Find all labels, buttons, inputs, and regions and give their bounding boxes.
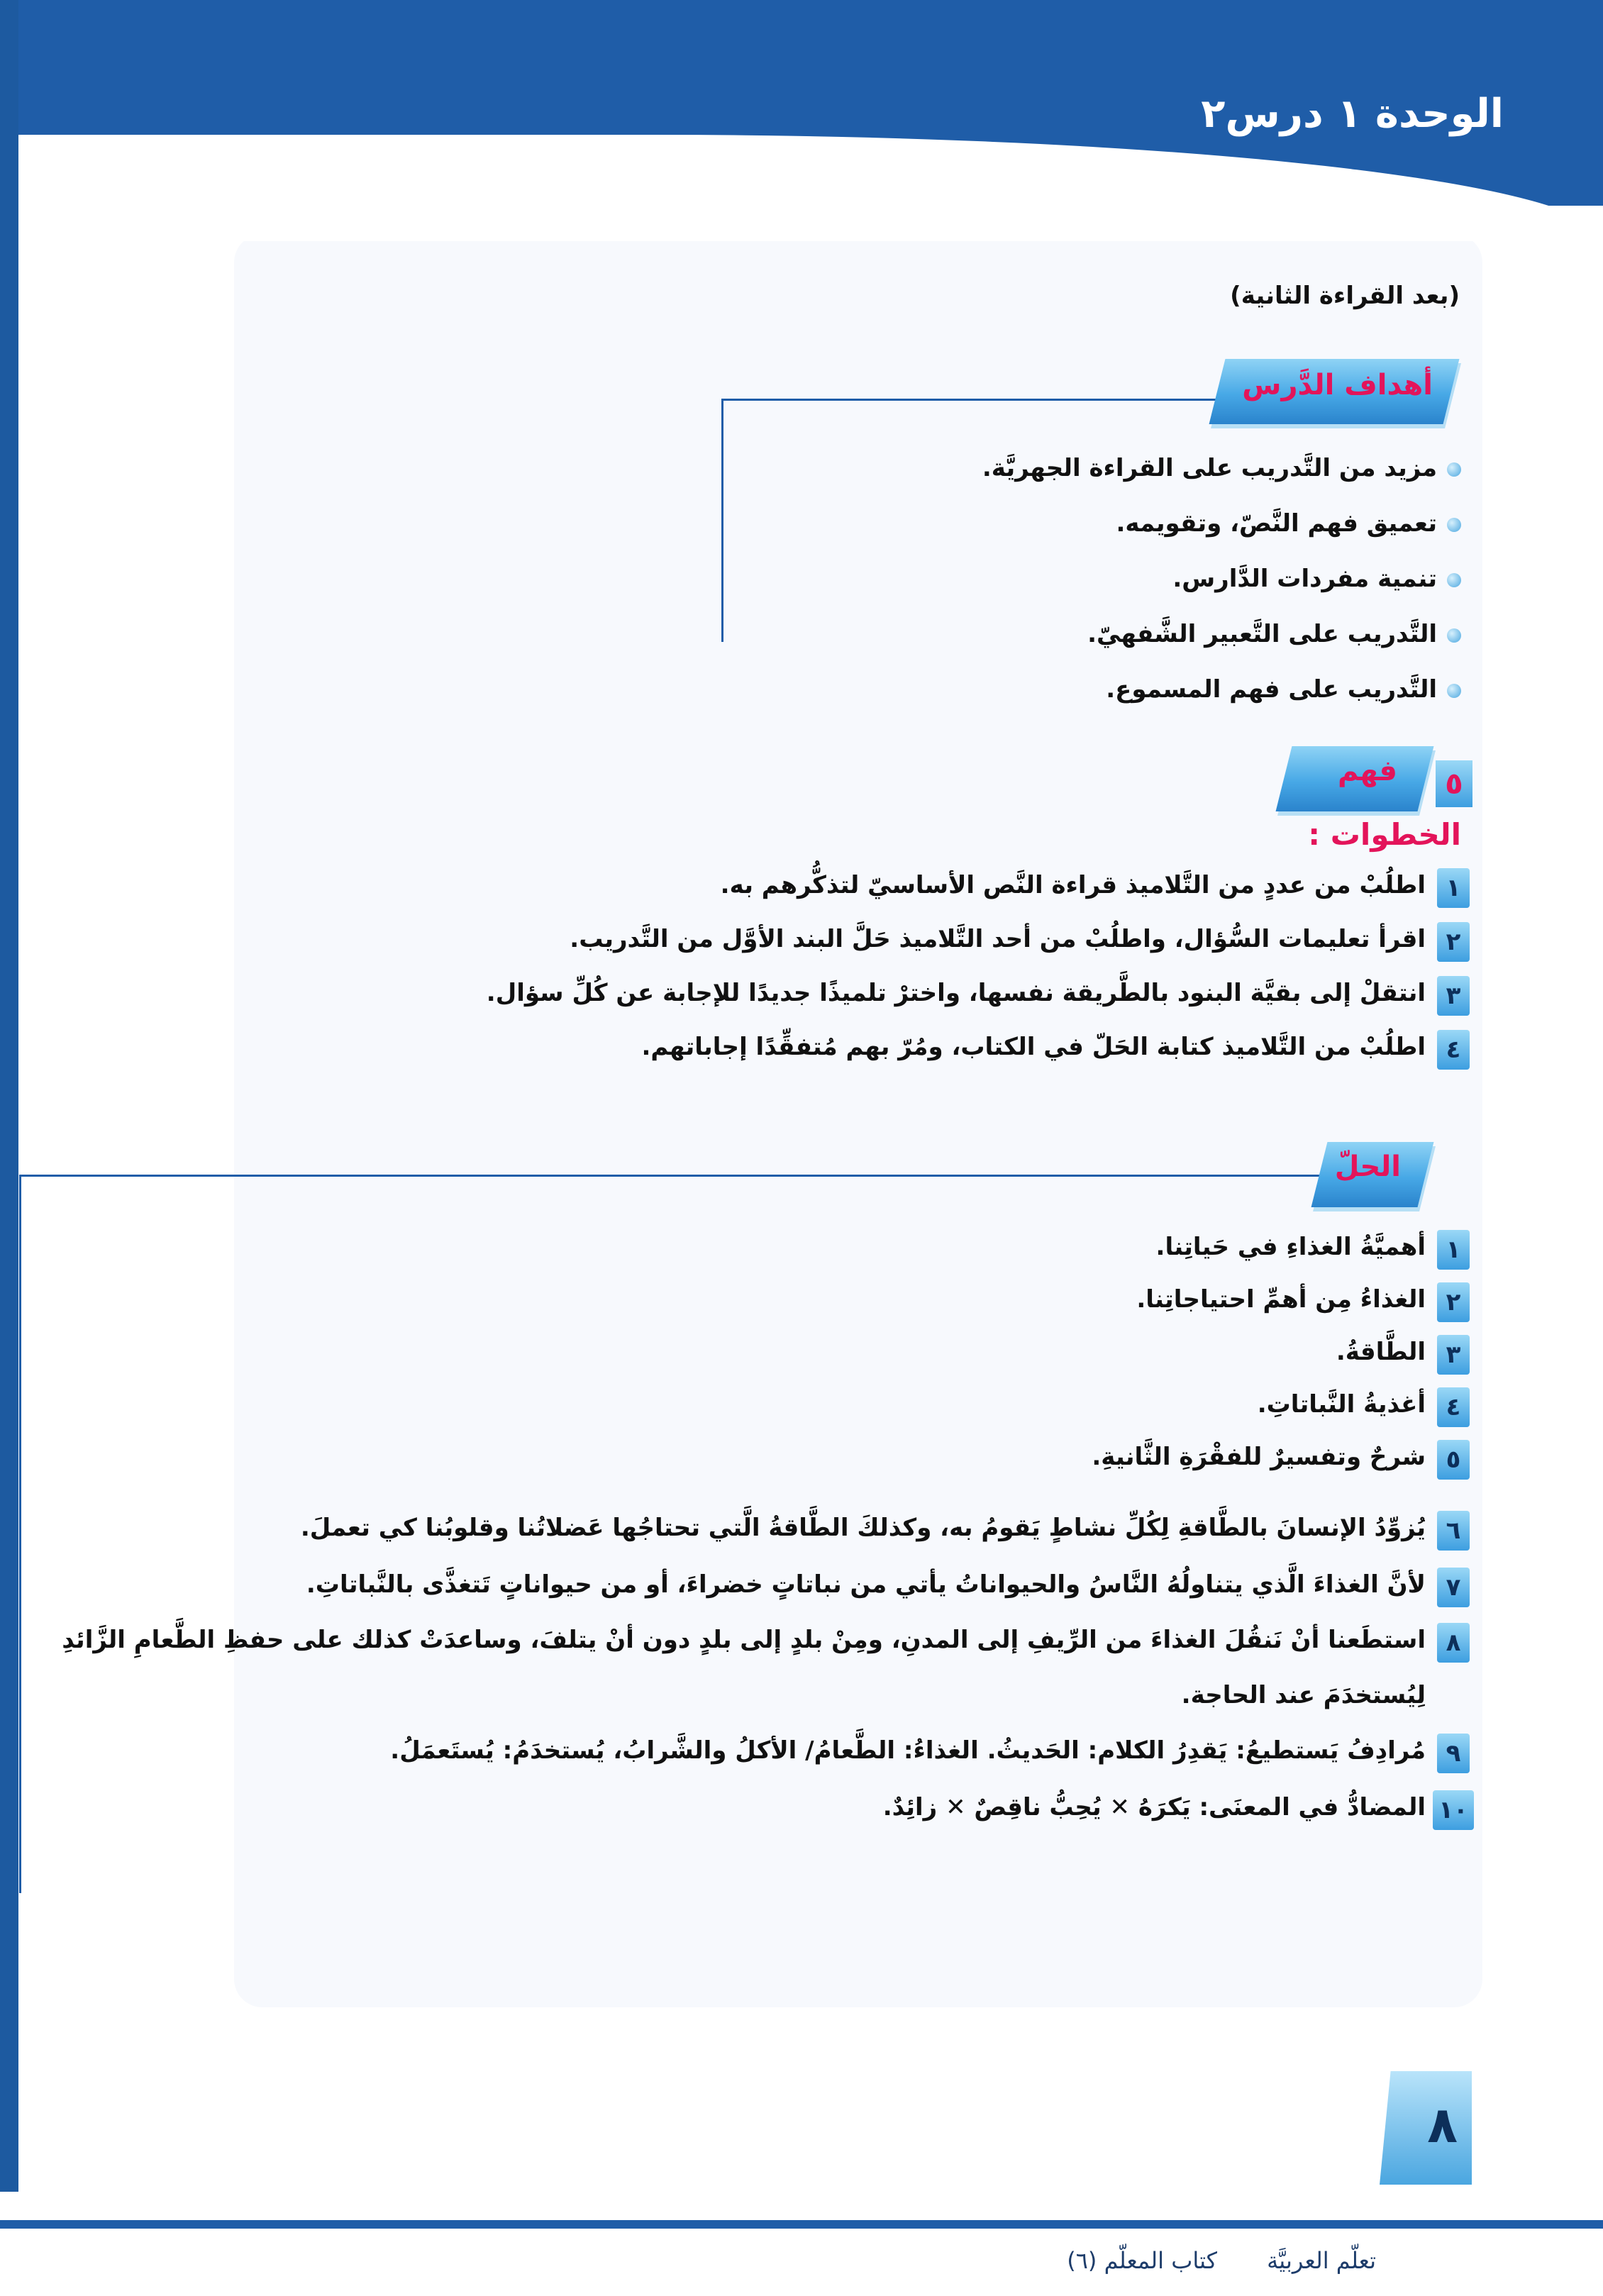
bullet-icon [1447, 684, 1461, 698]
step-number: ٤ [1437, 1030, 1470, 1070]
answer-number: ٦ [1437, 1511, 1470, 1551]
answer-number: ٨ [1437, 1623, 1470, 1663]
answer-number: ٥ [1437, 1440, 1470, 1480]
answer-number: ٣ [1437, 1335, 1470, 1375]
step-number: ٣ [1437, 976, 1470, 1016]
answer-number: ٧ [1437, 1568, 1470, 1607]
goal-item: التَّدريب على فهم المسموع. [1106, 675, 1461, 704]
goal-item: التَّدريب على التَّعبير الشَّفهيّ. [1087, 620, 1461, 648]
answer-text-continued: لِيُستخدَمَ عند الحاجة. [1181, 1681, 1426, 1709]
footer-rule [0, 2220, 1603, 2229]
answer-text: لأنَّ الغذاءَ الَّذي يتناولُهُ النَّاسُ والحيواناتُ يأتي من نباتاتٍ خضراءَ، أو من حيواناتٍ تَتغذَّى بالنَّباتاتِ. [306, 1570, 1426, 1599]
goal-item: مزيد من التَّدريب على القراءة الجهريَّة. [982, 454, 1461, 482]
answer-number: ٩ [1437, 1734, 1470, 1773]
answer-text: الغذاءُ مِن أهمِّ احتياجاتِنا. [1136, 1285, 1426, 1314]
answer-number: ٢ [1437, 1282, 1470, 1322]
bullet-icon [1447, 518, 1461, 532]
reading-note: (بعد القراءة الثانية) [1230, 282, 1460, 310]
page-number-tab [1380, 2071, 1472, 2185]
answer-text: شرحٌ وتفسيرٌ للفقْرَةِ الثَّانيةِ. [1092, 1443, 1426, 1471]
answer-text: الطَّاقةُ. [1336, 1338, 1426, 1366]
step-number: ٢ [1437, 922, 1470, 962]
section-number: ٥ [1436, 760, 1472, 807]
answer-text: المضادُّ في المعنَى: يَكرَهُ ✕ يُحِبُّ ناقِصٌ ✕ زائِدٌ. [882, 1793, 1426, 1821]
footer-volume: كتاب المعلّم (٦) [1067, 2247, 1217, 2274]
comprehension-title: فهم [1338, 755, 1397, 787]
bullet-icon [1447, 462, 1461, 477]
step-text: اقرأ تعليمات السُّؤال، واطلُبْ من أحد التَّلاميذ حَلَّ البند الأوَّل من التَّدريب. [570, 925, 1426, 953]
step-text: انتقلْ إلى بقيَّة البنود بالطَّريقة نفسها، واخترْ تلميذًا جديدًا للإجابة عن كُلِّ سؤال. [486, 979, 1426, 1007]
step-number: ١ [1437, 868, 1470, 908]
answer-number: ٤ [1437, 1387, 1470, 1427]
footer-band [0, 2192, 1603, 2296]
answer-number: ١٠ [1433, 1790, 1474, 1830]
answer-text: استطَعنا أنْ نَنقُلَ الغذاءَ من الرِّيفِ إلى المدنِ، ومِنْ بلدٍ إلى بلدٍ دون أنْ يتلفَ، وساعدَتْ كذلك على حفظِ الطَّعامِ الزَّائدِ [62, 1626, 1426, 1654]
footer-text [1024, 2247, 1376, 2274]
answer-number: ١ [1437, 1230, 1470, 1270]
step-text: اطلُبْ من التَّلاميذ كتابة الحَلّ في الكتاب، ومُرّ بهم مُتفقِّدًا إجاباتهم. [641, 1033, 1426, 1061]
unit-lesson-title: الوحدة ١ درس٢ [1201, 91, 1504, 137]
answer-text: مُرادِفُ يَستطيعُ: يَقدِرُ الكلام: الحَديثُ. الغذاءُ: الطَّعامُ/ الأكلُ والشَّرابُ، يُستخدَمُ: يُستَعمَلُ. [390, 1736, 1426, 1765]
step-text: اطلُبْ من عددٍ من التَّلاميذ قراءة النَّص الأساسيّ لتذكُّرهم به. [720, 871, 1426, 899]
answer-text: أهميَّةُ الغذاءِ في حَياتِنا. [1155, 1233, 1426, 1261]
bullet-icon [1447, 628, 1461, 643]
goals-title: أهداف الدَّرس [1242, 369, 1433, 401]
answer-text: أغذيةُ النَّباتاتِ. [1257, 1390, 1426, 1419]
goal-item: تعميق فهم النَّصّ، وتقويمه. [1116, 509, 1461, 538]
footer-book: تعلّم العربيَّة [1267, 2247, 1376, 2274]
left-edge-strip [0, 0, 18, 2296]
solution-title: الحلّ [1334, 1150, 1401, 1183]
bullet-icon [1447, 573, 1461, 587]
page-number: ٨ [1427, 2096, 1458, 2154]
goal-item: تنمية مفردات الدَّارس. [1172, 565, 1461, 593]
steps-heading: الخطوات : [1308, 817, 1461, 852]
answer-text: يُزوِّدُ الإنسانَ بالطَّاقةِ لِكُلِّ نشاطٍ يَقومُ به، وكذلكَ الطَّاقةُ الَّتي تحتاجُها عَضلاتُنا وقلوبُنا كي تعملَ. [300, 1514, 1426, 1542]
